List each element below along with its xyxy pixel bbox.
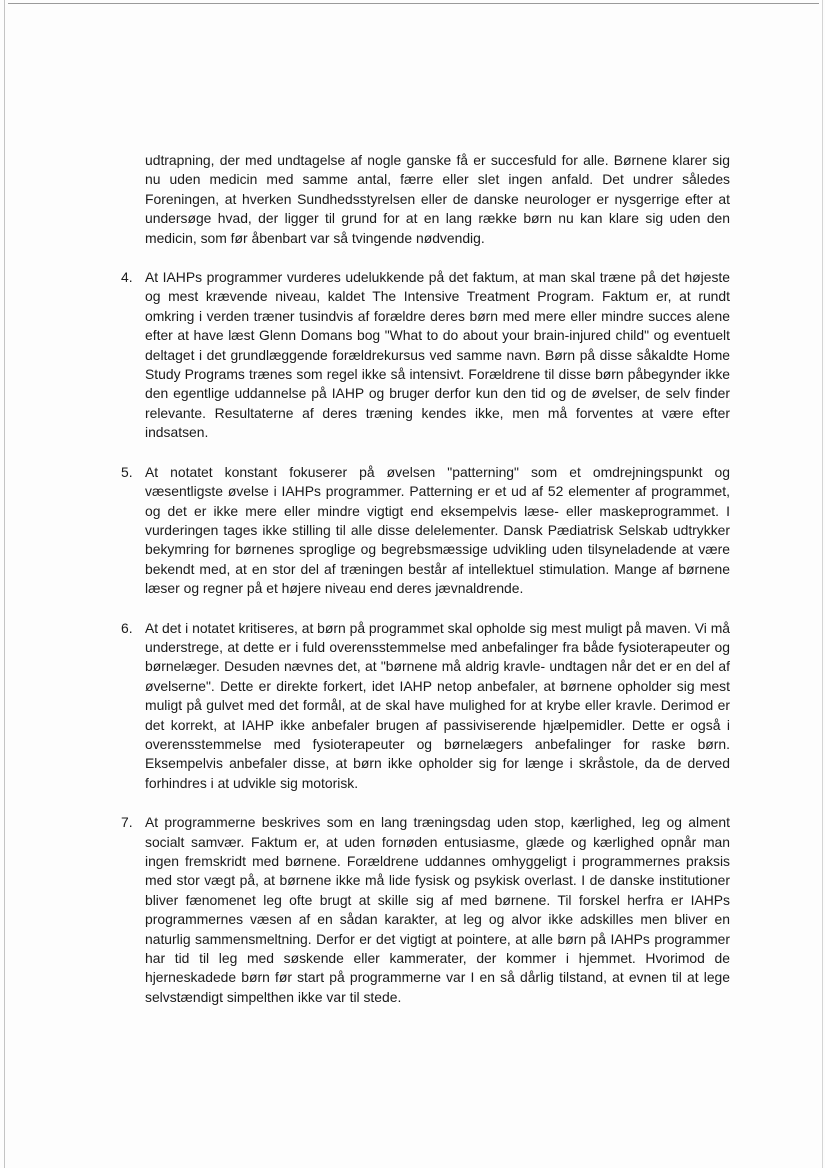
list-item-text: At det i notatet kritiseres, at børn på programmet skal opholde sig mest muligt på maven. Vi må understrege, at dette er i fuld overensstemmelse med anbefalinger fra både fysioterapeuter og børnelæger. Desuden nævnes det, at "børnene må aldrig kravle- undtagen når det er en del af øvelserne". Dette er direkte forkert, idet IAHP netop anbefaler, at børnene opholder sig mest muligt på gulvet med det formål, at de skal have mulighed for at krybe eller kravle. Derimod er det korrekt, at IAHP ikke anbefaler brugen af passiviserende hjælpemidler. Dette er også i overensstemmelse med fysioterapeuter og børnelægers anbefalinger for raske børn. Eksempelvis anbefaler disse, at børn ikke opholder sig for længe i skråstole, da de derved forhindres i at udvikle sig motorisk. <box>145 619 730 791</box>
list-item-text: At notatet konstant fokuserer på øvelsen "patterning" som et omdrejningspunkt og væsentligste øvelse i IAHPs programmer. Patterning er et ud af 52 elementer af programmet, og det er ikke mere eller mindre vigtigt end eksempelvis læse- eller maskeprogrammet. I vurderingen tages ikke stilling til alle disse delelementer. Dansk Pædiatrisk Selskab udtrykker bekymring for børnenes sproglige og begrebsmæssige udvikling uden tilsyneladende at være bekendt med, at en stor del af træningen består af intellektuel stimulation. Mange af børnene læser og regner på et højere niveau end deres jævnaldrende. <box>145 463 730 597</box>
page-top-edge <box>8 3 819 4</box>
list-item-number: 7. <box>121 814 133 831</box>
intro-paragraph: udtrapning, der med undtagelse af nogle ganske få er succesfuld for alle. Børnene klarer sig nu uden medicin med samme antal, færre eller slet ingen anfald. Det undrer således Foreningen, at hverken Sundhedsstyrelsen eller de danske neurologer er nysgerrige efter at undersøge hvad, der ligger til grund for at en lang række børn nu kan klare sig uden den medicin, som før åbenbart var så tvingende nødvendig. <box>145 152 730 246</box>
list-item-text: At IAHPs programmer vurderes udelukkende på det faktum, at man skal træne på det højeste og mest krævende niveau, kaldet The Intensive Treatment Program. Faktum er, at rundt omkring i verden træner tusindvis af forældre deres børn med mere eller mindre succes alene efter at have læst Glenn Domans bog "What to do about your brain-injured child" og eventuelt deltaget i det grundlæggende forældrekursus ved samme navn. Børn på disse såkaldte Home Study Programs trænes som regel ikke så intensivt. Forældrene til disse børn påbegynder ikke den egentlige uddannelse på IAHP og bruger derfor kun den tid og de øvelser, de selv finder relevante. Resultaterne af deres træning kendes ikke, men må forventes at være efter indsatsen. <box>145 269 730 441</box>
list-item-6 <box>0 619 825 794</box>
list-item-number: 4. <box>121 269 133 286</box>
list-item-7 <box>0 813 825 1007</box>
document-body <box>0 151 825 1007</box>
list-item-5 <box>0 463 825 599</box>
list-item-text: At programmerne beskrives som en lang træningsdag uden stop, kærlighed, leg og alment socialt samvær. Faktum er, at uden fornøden entusiasme, glæde og kærlighed opnår man ingen fremskridt med børnene. Forældrene uddannes omhyggeligt i programmernes praksis med stor vægt på, at børnene ikke må lide fysisk og psykisk overlast. I de danske institutioner bliver fænomenet leg ofte brugt at skille sig af med børnene. Til forskel herfra er IAHPs programmernes væsen af en sådan karakter, at leg og alvor ikke adskilles men bliver en naturlig sammensmeltning. Derfor er det vigtigt at pointere, at alle børn på IAHPs programmer har tid til leg med søskende eller kammerater, der kommer i hjemmet. Hvorimod de hjerneskadede børn før start på programmerne var I en så dårlig tilstand, at evnen til at lege selvstændigt simpelthen ikke var til stede. <box>145 814 730 1005</box>
list-item-number: 5. <box>121 463 133 480</box>
list-item-4 <box>0 268 825 443</box>
list-item-number: 6. <box>121 619 133 636</box>
